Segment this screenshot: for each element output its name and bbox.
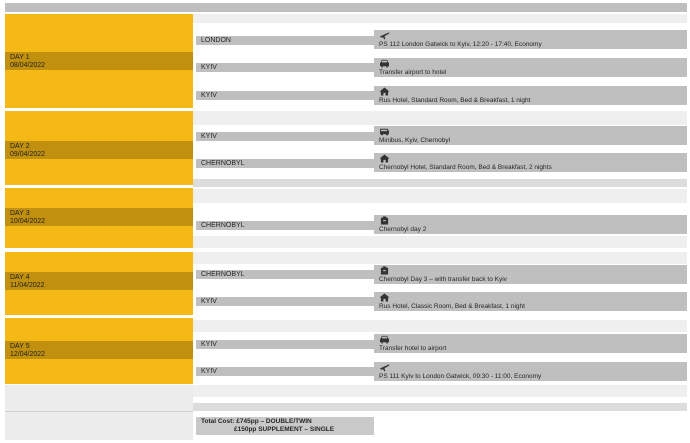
location-cell: KYIV [196,132,374,141]
hotel-icon [379,154,390,163]
service-text: Rus Hotel, Classic Room, Bed & Breakfast, 1 night [379,303,525,310]
tour-icon [379,216,390,225]
day-label [5,141,193,159]
service-cell [374,215,687,234]
service-cell [374,30,687,49]
day-number: DAY 2 [10,143,30,150]
day-date: 09/04/2022 [10,151,46,158]
hotel-icon [379,293,390,302]
location-cell: CHERNOBYL [196,270,374,279]
location-cell: KYIV [196,91,374,100]
location-cell: KYIV [196,367,374,376]
row-stripe [193,236,687,248]
day-number: DAY 4 [10,274,30,281]
service-cell [374,153,687,172]
service-text: PS 112 London Gatwick to Kyiv, 12:20 - 17:40, Economy [379,41,542,48]
day-date: 11/04/2022 [10,282,45,289]
service-cell [374,362,687,381]
service-cell [374,265,687,284]
day-number: DAY 1 [10,54,30,61]
location-cell: CHERNOBYL [196,221,374,230]
day-date: 08/04/2022 [10,62,46,69]
table-header-bar [5,3,687,12]
service-text: Chernobyl day 2 [379,226,427,233]
day-date: 12/04/2022 [10,351,46,358]
footer-blank-cell [5,385,193,440]
location-cell: LONDON [196,36,374,45]
day-date: 10/04/2022 [10,218,46,225]
hotel-icon [379,87,390,96]
day-number: DAY 3 [10,210,30,217]
car-icon [379,59,390,68]
location-cell: CHERNOBYL [196,159,374,168]
location-cell: KYIV [196,63,374,72]
day-number: DAY 5 [10,343,30,350]
row-stripe [193,14,687,23]
service-text: Transfer airport to hotel [379,69,447,76]
row-stripe [193,320,687,332]
service-text: Transfer hotel to airport [379,345,447,352]
row-stripe [193,385,687,397]
plane-icon [379,363,390,372]
day-label [5,208,193,226]
plane-icon [379,31,390,40]
service-text: Rus Hotel, Standard Room, Bed & Breakfast, 1 night [379,97,531,104]
car-icon [379,335,390,344]
row-stripe [193,111,687,125]
row-stripe [193,179,687,187]
row-stripe [193,403,687,411]
day-label [5,341,193,359]
service-text: Minibus, Kyiv, Chernobyl [379,137,451,144]
service-cell [374,86,687,105]
service-cell [374,126,687,145]
service-text: Chernobyl Hotel, Standard Room, Bed & Breakfast, 2 nights [379,164,552,171]
service-text: PS 111 Kyiv to London Gatwick, 09:30 - 11:00, Economy [379,373,542,380]
total-cost-cell [196,417,374,435]
service-cell [374,58,687,77]
location-cell: KYIV [196,297,374,306]
minibus-icon [379,127,390,136]
day-label [5,52,193,70]
service-cell [374,292,687,311]
service-text: Chernobyl Day 3 – with transfer back to Kyiv [379,276,507,283]
tour-icon [379,266,390,275]
location-cell: KYIV [196,340,374,349]
total-cost-line: Total Cost: £745pp – DOUBLE/TWIN [201,418,312,425]
service-cell [374,334,687,353]
single-supplement-line: £150pp SUPPLEMENT – SINGLE [234,426,335,433]
row-stripe [193,189,687,203]
day-label [5,272,193,290]
row-stripe [193,252,687,264]
